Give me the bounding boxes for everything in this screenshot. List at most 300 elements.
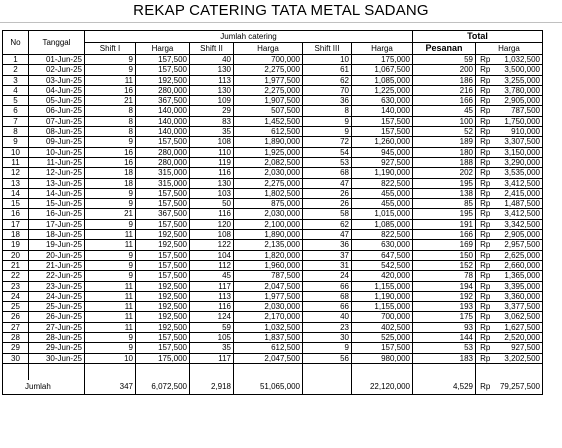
cell-harga-3[interactable]: 1,015,000 bbox=[352, 209, 413, 219]
cell-pesanan[interactable]: 78 bbox=[413, 271, 476, 281]
cell-shift-2[interactable]: 116 bbox=[190, 209, 234, 219]
cell-no[interactable]: 18 bbox=[3, 230, 29, 240]
cell-date[interactable]: 14-Jun-25 bbox=[29, 188, 85, 198]
cell-shift-2[interactable]: 83 bbox=[190, 116, 234, 126]
blank-cell[interactable] bbox=[190, 363, 234, 380]
cell-date[interactable]: 03-Jun-25 bbox=[29, 75, 85, 85]
cell-shift-3[interactable]: 40 bbox=[303, 312, 352, 322]
cell-shift-3[interactable]: 8 bbox=[303, 106, 352, 116]
cell-shift-2[interactable]: 50 bbox=[190, 199, 234, 209]
cell-shift-1[interactable]: 9 bbox=[85, 55, 136, 65]
cell-no[interactable]: 9 bbox=[3, 137, 29, 147]
cell-shift-2[interactable]: 40 bbox=[190, 55, 234, 65]
cell-currency[interactable]: Rp bbox=[476, 281, 495, 291]
cell-harga-3[interactable]: 647,500 bbox=[352, 250, 413, 260]
cell-shift-2[interactable]: 120 bbox=[190, 219, 234, 229]
cell-pesanan[interactable]: 195 bbox=[413, 209, 476, 219]
cell-currency[interactable]: Rp bbox=[476, 333, 495, 343]
cell-harga-1[interactable]: 140,000 bbox=[136, 116, 190, 126]
cell-harga-3[interactable]: 1,155,000 bbox=[352, 302, 413, 312]
cell-date[interactable]: 19-Jun-25 bbox=[29, 240, 85, 250]
cell-harga-1[interactable]: 175,000 bbox=[136, 353, 190, 363]
cell-harga-1[interactable]: 157,500 bbox=[136, 65, 190, 75]
header-shift-1[interactable]: Shift I bbox=[85, 43, 136, 55]
cell-shift-2[interactable]: 124 bbox=[190, 312, 234, 322]
cell-harga-1[interactable]: 157,500 bbox=[136, 55, 190, 65]
cell-date[interactable]: 22-Jun-25 bbox=[29, 271, 85, 281]
cell-no[interactable]: 17 bbox=[3, 219, 29, 229]
cell-no[interactable]: 30 bbox=[3, 353, 29, 363]
cell-shift-1[interactable]: 8 bbox=[85, 106, 136, 116]
cell-date[interactable]: 21-Jun-25 bbox=[29, 260, 85, 270]
cell-shift-2[interactable]: 113 bbox=[190, 291, 234, 301]
cell-total-harga[interactable]: 3,202,500 bbox=[495, 353, 543, 363]
totals-label[interactable]: Jumlah bbox=[3, 380, 85, 395]
cell-shift-1[interactable]: 11 bbox=[85, 230, 136, 240]
cell-shift-2[interactable]: 116 bbox=[190, 168, 234, 178]
cell-date[interactable]: 01-Jun-25 bbox=[29, 55, 85, 65]
cell-total-harga[interactable]: 2,905,000 bbox=[495, 96, 543, 106]
cell-harga-3[interactable]: 1,085,000 bbox=[352, 75, 413, 85]
cell-date[interactable]: 29-Jun-25 bbox=[29, 343, 85, 353]
cell-harga-1[interactable]: 157,500 bbox=[136, 188, 190, 198]
cell-shift-3[interactable]: 36 bbox=[303, 96, 352, 106]
cell-currency[interactable]: Rp bbox=[476, 127, 495, 137]
cell-shift-1[interactable]: 10 bbox=[85, 353, 136, 363]
header-shift-2[interactable]: Shift II bbox=[190, 43, 234, 55]
cell-shift-3[interactable]: 47 bbox=[303, 178, 352, 188]
cell-harga-1[interactable]: 192,500 bbox=[136, 240, 190, 250]
header-jumlah-catering[interactable]: Jumlah catering bbox=[85, 31, 413, 43]
cell-shift-2[interactable]: 109 bbox=[190, 96, 234, 106]
cell-shift-3[interactable]: 24 bbox=[303, 271, 352, 281]
cell-date[interactable]: 05-Jun-25 bbox=[29, 96, 85, 106]
cell-harga-1[interactable]: 280,000 bbox=[136, 85, 190, 95]
cell-harga-3[interactable]: 1,155,000 bbox=[352, 281, 413, 291]
cell-date[interactable]: 17-Jun-25 bbox=[29, 219, 85, 229]
cell-currency[interactable]: Rp bbox=[476, 343, 495, 353]
cell-harga-1[interactable]: 140,000 bbox=[136, 127, 190, 137]
cell-currency[interactable]: Rp bbox=[476, 55, 495, 65]
blank-cell[interactable] bbox=[413, 363, 476, 380]
cell-pesanan[interactable]: 93 bbox=[413, 322, 476, 332]
cell-pesanan[interactable]: 202 bbox=[413, 168, 476, 178]
cell-shift-3[interactable]: 68 bbox=[303, 168, 352, 178]
cell-pesanan[interactable]: 169 bbox=[413, 240, 476, 250]
cell-pesanan[interactable]: 152 bbox=[413, 260, 476, 270]
cell-shift-2[interactable]: 122 bbox=[190, 240, 234, 250]
blank-cell[interactable] bbox=[85, 363, 136, 380]
cell-currency[interactable]: Rp bbox=[476, 75, 495, 85]
cell-total-harga[interactable]: 1,627,500 bbox=[495, 322, 543, 332]
cell-date[interactable]: 28-Jun-25 bbox=[29, 333, 85, 343]
cell-harga-1[interactable]: 280,000 bbox=[136, 147, 190, 157]
cell-shift-1[interactable]: 16 bbox=[85, 147, 136, 157]
cell-currency[interactable]: Rp bbox=[476, 250, 495, 260]
cell-no[interactable]: 11 bbox=[3, 157, 29, 167]
cell-currency[interactable]: Rp bbox=[476, 271, 495, 281]
cell-total-harga[interactable]: 3,412,500 bbox=[495, 178, 543, 188]
cell-no[interactable]: 16 bbox=[3, 209, 29, 219]
cell-no[interactable]: 6 bbox=[3, 106, 29, 116]
cell-harga-3[interactable]: 525,000 bbox=[352, 333, 413, 343]
cell-shift-1[interactable]: 11 bbox=[85, 240, 136, 250]
cell-pesanan[interactable]: 175 bbox=[413, 312, 476, 322]
cell-harga-2[interactable]: 2,082,500 bbox=[234, 157, 303, 167]
cell-harga-1[interactable]: 192,500 bbox=[136, 75, 190, 85]
cell-shift-2[interactable]: 130 bbox=[190, 85, 234, 95]
cell-harga-3[interactable]: 822,500 bbox=[352, 230, 413, 240]
cell-harga-2[interactable]: 787,500 bbox=[234, 271, 303, 281]
cell-no[interactable]: 25 bbox=[3, 302, 29, 312]
cell-shift-2[interactable]: 35 bbox=[190, 127, 234, 137]
cell-total-harga[interactable]: 1,032,500 bbox=[495, 55, 543, 65]
cell-currency[interactable]: Rp bbox=[476, 353, 495, 363]
cell-currency[interactable]: Rp bbox=[476, 302, 495, 312]
cell-currency[interactable]: Rp bbox=[476, 168, 495, 178]
cell-total-harga[interactable]: 2,415,000 bbox=[495, 188, 543, 198]
cell-shift-2[interactable]: 59 bbox=[190, 322, 234, 332]
cell-total-harga[interactable]: 3,412,500 bbox=[495, 209, 543, 219]
cell-currency[interactable]: Rp bbox=[476, 312, 495, 322]
cell-harga-2[interactable]: 2,047,500 bbox=[234, 353, 303, 363]
cell-harga-2[interactable]: 2,047,500 bbox=[234, 281, 303, 291]
cell-pesanan[interactable]: 188 bbox=[413, 157, 476, 167]
cell-shift-3[interactable]: 31 bbox=[303, 260, 352, 270]
cell-no[interactable]: 20 bbox=[3, 250, 29, 260]
cell-harga-2[interactable]: 2,100,000 bbox=[234, 219, 303, 229]
cell-harga-2[interactable]: 2,275,000 bbox=[234, 178, 303, 188]
cell-shift-2[interactable]: 45 bbox=[190, 271, 234, 281]
cell-no[interactable]: 13 bbox=[3, 178, 29, 188]
cell-shift-3[interactable]: 9 bbox=[303, 127, 352, 137]
cell-shift-1[interactable]: 11 bbox=[85, 281, 136, 291]
cell-harga-1[interactable]: 192,500 bbox=[136, 322, 190, 332]
cell-harga-1[interactable]: 315,000 bbox=[136, 168, 190, 178]
cell-total-harga[interactable]: 3,780,000 bbox=[495, 85, 543, 95]
cell-harga-1[interactable]: 192,500 bbox=[136, 302, 190, 312]
cell-total-harga[interactable]: 2,905,000 bbox=[495, 230, 543, 240]
cell-shift-1[interactable]: 16 bbox=[85, 85, 136, 95]
cell-harga-2[interactable]: 2,170,000 bbox=[234, 312, 303, 322]
cell-total-harga[interactable]: 927,500 bbox=[495, 343, 543, 353]
cell-harga-1[interactable]: 157,500 bbox=[136, 250, 190, 260]
cell-shift-2[interactable]: 103 bbox=[190, 188, 234, 198]
totals-shift-1[interactable]: 347 bbox=[85, 380, 136, 395]
cell-date[interactable]: 10-Jun-25 bbox=[29, 147, 85, 157]
cell-no[interactable]: 3 bbox=[3, 75, 29, 85]
blank-cell[interactable] bbox=[495, 363, 543, 380]
cell-harga-3[interactable]: 1,067,500 bbox=[352, 65, 413, 75]
cell-pesanan[interactable]: 100 bbox=[413, 116, 476, 126]
cell-no[interactable]: 1 bbox=[3, 55, 29, 65]
cell-harga-1[interactable]: 157,500 bbox=[136, 219, 190, 229]
cell-total-harga[interactable]: 3,377,500 bbox=[495, 302, 543, 312]
cell-pesanan[interactable]: 186 bbox=[413, 75, 476, 85]
cell-pesanan[interactable]: 85 bbox=[413, 199, 476, 209]
cell-currency[interactable]: Rp bbox=[476, 199, 495, 209]
cell-shift-1[interactable]: 9 bbox=[85, 271, 136, 281]
cell-shift-3[interactable]: 26 bbox=[303, 199, 352, 209]
cell-total-harga[interactable]: 2,520,000 bbox=[495, 333, 543, 343]
cell-no[interactable]: 19 bbox=[3, 240, 29, 250]
cell-harga-3[interactable]: 140,000 bbox=[352, 106, 413, 116]
cell-shift-1[interactable]: 21 bbox=[85, 96, 136, 106]
cell-pesanan[interactable]: 200 bbox=[413, 65, 476, 75]
cell-harga-3[interactable]: 455,000 bbox=[352, 188, 413, 198]
cell-pesanan[interactable]: 192 bbox=[413, 291, 476, 301]
cell-harga-3[interactable]: 630,000 bbox=[352, 96, 413, 106]
cell-harga-3[interactable]: 542,500 bbox=[352, 260, 413, 270]
cell-no[interactable]: 21 bbox=[3, 260, 29, 270]
totals-harga-2[interactable]: 51,065,000 bbox=[234, 380, 303, 395]
cell-harga-1[interactable]: 367,500 bbox=[136, 96, 190, 106]
header-harga-total[interactable]: Harga bbox=[476, 43, 543, 55]
cell-harga-2[interactable]: 1,032,500 bbox=[234, 322, 303, 332]
cell-harga-2[interactable]: 875,000 bbox=[234, 199, 303, 209]
cell-harga-1[interactable]: 157,500 bbox=[136, 271, 190, 281]
cell-no[interactable]: 4 bbox=[3, 85, 29, 95]
cell-shift-2[interactable]: 108 bbox=[190, 230, 234, 240]
cell-harga-1[interactable]: 140,000 bbox=[136, 106, 190, 116]
cell-harga-2[interactable]: 1,890,000 bbox=[234, 230, 303, 240]
cell-currency[interactable]: Rp bbox=[476, 291, 495, 301]
cell-date[interactable]: 15-Jun-25 bbox=[29, 199, 85, 209]
cell-harga-2[interactable]: 2,030,000 bbox=[234, 209, 303, 219]
cell-shift-1[interactable]: 21 bbox=[85, 209, 136, 219]
cell-shift-1[interactable]: 8 bbox=[85, 116, 136, 126]
cell-shift-3[interactable]: 62 bbox=[303, 219, 352, 229]
cell-pesanan[interactable]: 216 bbox=[413, 85, 476, 95]
cell-total-harga[interactable]: 3,150,000 bbox=[495, 147, 543, 157]
cell-no[interactable]: 29 bbox=[3, 343, 29, 353]
cell-total-harga[interactable]: 787,500 bbox=[495, 106, 543, 116]
cell-date[interactable]: 11-Jun-25 bbox=[29, 157, 85, 167]
cell-harga-2[interactable]: 700,000 bbox=[234, 55, 303, 65]
cell-total-harga[interactable]: 3,307,500 bbox=[495, 137, 543, 147]
cell-harga-2[interactable]: 2,135,000 bbox=[234, 240, 303, 250]
cell-harga-3[interactable]: 1,085,000 bbox=[352, 219, 413, 229]
header-pesanan[interactable]: Pesanan bbox=[413, 43, 476, 55]
cell-pesanan[interactable]: 189 bbox=[413, 137, 476, 147]
cell-harga-3[interactable]: 402,500 bbox=[352, 322, 413, 332]
cell-harga-1[interactable]: 280,000 bbox=[136, 157, 190, 167]
cell-no[interactable]: 10 bbox=[3, 147, 29, 157]
cell-shift-2[interactable]: 116 bbox=[190, 302, 234, 312]
cell-no[interactable]: 2 bbox=[3, 65, 29, 75]
cell-currency[interactable]: Rp bbox=[476, 106, 495, 116]
cell-shift-1[interactable]: 11 bbox=[85, 322, 136, 332]
header-shift-3[interactable]: Shift III bbox=[303, 43, 352, 55]
cell-shift-3[interactable]: 9 bbox=[303, 116, 352, 126]
cell-harga-1[interactable]: 157,500 bbox=[136, 333, 190, 343]
cell-no[interactable]: 28 bbox=[3, 333, 29, 343]
cell-currency[interactable]: Rp bbox=[476, 188, 495, 198]
cell-shift-1[interactable]: 18 bbox=[85, 168, 136, 178]
cell-date[interactable]: 04-Jun-25 bbox=[29, 85, 85, 95]
cell-shift-1[interactable]: 9 bbox=[85, 199, 136, 209]
cell-harga-1[interactable]: 315,000 bbox=[136, 178, 190, 188]
cell-total-harga[interactable]: 2,957,500 bbox=[495, 240, 543, 250]
cell-pesanan[interactable]: 166 bbox=[413, 230, 476, 240]
cell-shift-3[interactable]: 62 bbox=[303, 75, 352, 85]
cell-no[interactable]: 22 bbox=[3, 271, 29, 281]
cell-harga-3[interactable]: 1,225,000 bbox=[352, 85, 413, 95]
cell-currency[interactable]: Rp bbox=[476, 147, 495, 157]
cell-shift-2[interactable]: 108 bbox=[190, 137, 234, 147]
cell-harga-1[interactable]: 192,500 bbox=[136, 312, 190, 322]
cell-harga-2[interactable]: 1,452,500 bbox=[234, 116, 303, 126]
cell-currency[interactable]: Rp bbox=[476, 209, 495, 219]
cell-harga-1[interactable]: 157,500 bbox=[136, 199, 190, 209]
cell-harga-1[interactable]: 192,500 bbox=[136, 281, 190, 291]
cell-shift-2[interactable]: 117 bbox=[190, 281, 234, 291]
cell-pesanan[interactable]: 191 bbox=[413, 219, 476, 229]
cell-pesanan[interactable]: 183 bbox=[413, 353, 476, 363]
cell-pesanan[interactable]: 150 bbox=[413, 250, 476, 260]
cell-date[interactable]: 02-Jun-25 bbox=[29, 65, 85, 75]
cell-harga-2[interactable]: 2,030,000 bbox=[234, 168, 303, 178]
cell-harga-3[interactable]: 420,000 bbox=[352, 271, 413, 281]
cell-total-harga[interactable]: 3,395,000 bbox=[495, 281, 543, 291]
cell-shift-3[interactable]: 70 bbox=[303, 85, 352, 95]
cell-pesanan[interactable]: 180 bbox=[413, 147, 476, 157]
cell-currency[interactable]: Rp bbox=[476, 230, 495, 240]
cell-harga-2[interactable]: 1,907,500 bbox=[234, 96, 303, 106]
cell-date[interactable]: 18-Jun-25 bbox=[29, 230, 85, 240]
cell-currency[interactable]: Rp bbox=[476, 157, 495, 167]
cell-shift-1[interactable]: 11 bbox=[85, 291, 136, 301]
cell-total-harga[interactable]: 3,342,500 bbox=[495, 219, 543, 229]
cell-shift-3[interactable]: 61 bbox=[303, 65, 352, 75]
blank-cell[interactable] bbox=[3, 363, 29, 380]
cell-harga-3[interactable]: 1,260,000 bbox=[352, 137, 413, 147]
cell-harga-3[interactable]: 175,000 bbox=[352, 55, 413, 65]
cell-pesanan[interactable]: 52 bbox=[413, 127, 476, 137]
cell-harga-3[interactable]: 455,000 bbox=[352, 199, 413, 209]
cell-shift-3[interactable]: 54 bbox=[303, 147, 352, 157]
cell-shift-1[interactable]: 9 bbox=[85, 343, 136, 353]
cell-shift-2[interactable]: 29 bbox=[190, 106, 234, 116]
cell-currency[interactable]: Rp bbox=[476, 322, 495, 332]
cell-currency[interactable]: Rp bbox=[476, 219, 495, 229]
cell-harga-3[interactable]: 157,500 bbox=[352, 127, 413, 137]
cell-date[interactable]: 27-Jun-25 bbox=[29, 322, 85, 332]
cell-harga-3[interactable]: 1,190,000 bbox=[352, 291, 413, 301]
cell-date[interactable]: 25-Jun-25 bbox=[29, 302, 85, 312]
cell-harga-2[interactable]: 1,977,500 bbox=[234, 75, 303, 85]
cell-date[interactable]: 12-Jun-25 bbox=[29, 168, 85, 178]
cell-date[interactable]: 26-Jun-25 bbox=[29, 312, 85, 322]
blank-cell[interactable] bbox=[136, 363, 190, 380]
cell-shift-3[interactable]: 36 bbox=[303, 240, 352, 250]
totals-shift-3[interactable] bbox=[303, 380, 352, 395]
cell-pesanan[interactable]: 194 bbox=[413, 281, 476, 291]
cell-total-harga[interactable]: 2,625,000 bbox=[495, 250, 543, 260]
cell-shift-1[interactable]: 11 bbox=[85, 302, 136, 312]
cell-shift-1[interactable]: 9 bbox=[85, 219, 136, 229]
cell-currency[interactable]: Rp bbox=[476, 65, 495, 75]
cell-shift-3[interactable]: 68 bbox=[303, 291, 352, 301]
cell-harga-1[interactable]: 157,500 bbox=[136, 137, 190, 147]
cell-shift-3[interactable]: 66 bbox=[303, 302, 352, 312]
cell-shift-2[interactable]: 130 bbox=[190, 178, 234, 188]
cell-shift-1[interactable]: 11 bbox=[85, 75, 136, 85]
cell-harga-1[interactable]: 192,500 bbox=[136, 230, 190, 240]
blank-cell[interactable] bbox=[352, 363, 413, 380]
header-harga-1[interactable]: Harga bbox=[136, 43, 190, 55]
cell-harga-3[interactable]: 157,500 bbox=[352, 116, 413, 126]
cell-shift-2[interactable]: 104 bbox=[190, 250, 234, 260]
header-tanggal[interactable]: Tanggal bbox=[29, 31, 85, 55]
cell-shift-2[interactable]: 113 bbox=[190, 75, 234, 85]
cell-harga-1[interactable]: 192,500 bbox=[136, 291, 190, 301]
cell-currency[interactable]: Rp bbox=[476, 96, 495, 106]
cell-date[interactable]: 20-Jun-25 bbox=[29, 250, 85, 260]
cell-shift-1[interactable]: 18 bbox=[85, 178, 136, 188]
totals-pesanan[interactable]: 4,529 bbox=[413, 380, 476, 395]
cell-shift-2[interactable]: 35 bbox=[190, 343, 234, 353]
cell-harga-3[interactable]: 980,000 bbox=[352, 353, 413, 363]
cell-currency[interactable]: Rp bbox=[476, 260, 495, 270]
cell-harga-2[interactable]: 612,500 bbox=[234, 127, 303, 137]
cell-harga-2[interactable]: 1,960,000 bbox=[234, 260, 303, 270]
cell-pesanan[interactable]: 45 bbox=[413, 106, 476, 116]
cell-harga-1[interactable]: 367,500 bbox=[136, 209, 190, 219]
cell-shift-3[interactable]: 58 bbox=[303, 209, 352, 219]
cell-currency[interactable]: Rp bbox=[476, 178, 495, 188]
cell-shift-1[interactable]: 9 bbox=[85, 260, 136, 270]
cell-harga-3[interactable]: 1,190,000 bbox=[352, 168, 413, 178]
cell-total-harga[interactable]: 3,062,500 bbox=[495, 312, 543, 322]
totals-shift-2[interactable]: 2,918 bbox=[190, 380, 234, 395]
cell-harga-1[interactable]: 157,500 bbox=[136, 260, 190, 270]
cell-harga-3[interactable]: 157,500 bbox=[352, 343, 413, 353]
cell-pesanan[interactable]: 195 bbox=[413, 178, 476, 188]
header-no[interactable]: No bbox=[3, 31, 29, 55]
cell-pesanan[interactable]: 193 bbox=[413, 302, 476, 312]
cell-shift-3[interactable]: 47 bbox=[303, 230, 352, 240]
cell-shift-1[interactable]: 9 bbox=[85, 137, 136, 147]
cell-pesanan[interactable]: 144 bbox=[413, 333, 476, 343]
blank-cell[interactable] bbox=[303, 363, 352, 380]
blank-cell[interactable] bbox=[476, 363, 495, 380]
cell-shift-3[interactable]: 66 bbox=[303, 281, 352, 291]
cell-shift-2[interactable]: 119 bbox=[190, 157, 234, 167]
cell-harga-2[interactable]: 1,820,000 bbox=[234, 250, 303, 260]
cell-shift-1[interactable]: 11 bbox=[85, 312, 136, 322]
cell-pesanan[interactable]: 166 bbox=[413, 96, 476, 106]
cell-date[interactable]: 08-Jun-25 bbox=[29, 127, 85, 137]
cell-no[interactable]: 5 bbox=[3, 96, 29, 106]
cell-shift-2[interactable]: 112 bbox=[190, 260, 234, 270]
cell-harga-3[interactable]: 927,500 bbox=[352, 157, 413, 167]
sheet-title[interactable]: REKAP CATERING TATA METAL SADANG bbox=[133, 2, 429, 19]
cell-no[interactable]: 27 bbox=[3, 322, 29, 332]
cell-shift-3[interactable]: 53 bbox=[303, 157, 352, 167]
header-total[interactable]: Total bbox=[413, 31, 543, 43]
cell-no[interactable]: 24 bbox=[3, 291, 29, 301]
cell-pesanan[interactable]: 59 bbox=[413, 55, 476, 65]
cell-no[interactable]: 14 bbox=[3, 188, 29, 198]
cell-total-harga[interactable]: 1,750,000 bbox=[495, 116, 543, 126]
cell-date[interactable]: 16-Jun-25 bbox=[29, 209, 85, 219]
cell-date[interactable]: 09-Jun-25 bbox=[29, 137, 85, 147]
blank-cell[interactable] bbox=[234, 363, 303, 380]
cell-no[interactable]: 8 bbox=[3, 127, 29, 137]
cell-currency[interactable]: Rp bbox=[476, 85, 495, 95]
cell-pesanan[interactable]: 53 bbox=[413, 343, 476, 353]
